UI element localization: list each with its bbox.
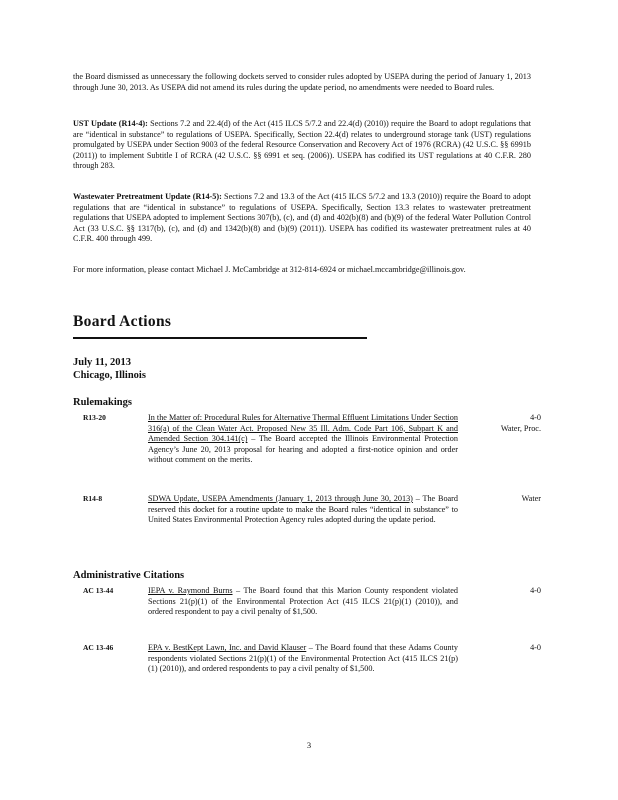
- case-title-link[interactable]: In the Matter of: Procedural Rules for Alternative Thermal Effluent Limitations Under Section 316(a) of the Clean Water Act. Proposed New 35 Ill. Adm. Code Part 106, Subpart K and Amended Section 304.141(c): [148, 413, 458, 444]
- contact-paragraph: For more information, please contact Michael J. McCambridge at 312-814-6924 or michael.mccambridge@illinois.gov.: [73, 265, 466, 274]
- vote-count: 4-0: [530, 643, 541, 652]
- item-text: – The Board found that this Marion County respondent violated Sections 21(p)(1) of the Environmental Protection Act (415 ILCS 21(p)(1) (2010)), and ordered respondent to pay a civil penalty of $1,500.: [148, 586, 459, 617]
- docket-number: AC 13-46: [83, 643, 114, 652]
- docket-number: R13-20: [83, 413, 106, 422]
- vote-column: [481, 494, 541, 505]
- item-description: [148, 586, 458, 618]
- wastewater-update-paragraph: [73, 192, 531, 245]
- meeting-date-block: [73, 356, 146, 382]
- meeting-location: Chicago, Illinois: [73, 370, 146, 381]
- docket-number: AC 13-44: [83, 586, 114, 595]
- vote-note: Water, Proc.: [500, 423, 541, 433]
- wastewater-update-label: Wastewater Pretreatment Update (R14-5):: [73, 192, 222, 201]
- vote-column: [481, 586, 541, 597]
- item-text: – The Board reserved this docket for a routine update to make the Board rules “identical in substance” to United States Environmental Protection Agency rules adopted during the update period.: [148, 494, 458, 525]
- ust-update-text: Sections 7.2 and 22.4(d) of the Act (415 ILCS 5/7.2 and 22.4(d) (2010)) require the Board to adopt regulations that are “identical in substance” to regulations of USEPA. Specifically, Section 22.4(d) relates to underground storage tank (UST) regulations promulgated by USEPA under Section 9003 of the federal Resource Conservation and Recovery Act of 1976 (RCRA) (42 U.S.C. §§ 6991b (2011)) to implement Subtitle I of RCRA (42 U.S.C. §§ 6991 et seq. (2006)). USEPA has codified its UST regulations at 40 C.F.R. 280 through 283.: [73, 119, 532, 171]
- item-description: [148, 494, 458, 526]
- case-title-link[interactable]: IEPA v. Raymond Burns: [148, 586, 233, 595]
- item-description: [148, 413, 458, 466]
- item-description: [148, 643, 458, 675]
- vote-count: 4-0: [530, 586, 541, 595]
- meeting-date: July 11, 2013: [73, 357, 132, 368]
- vote-note: Water: [521, 494, 541, 503]
- wastewater-update-text: Sections 7.2 and 13.3 of the Act (415 ILCS 5/7.2 and 13.3 (2010)) require the Board to adopt regulations that are “identical in substance” to regulations of USEPA. Specifically, Section 13.3 relates to wastewater pretreatment regulations that USEPA adopted to implement Sections 307(b), (c), and (d) and 402(b)(8) and (b)(9) of the federal Water Pollution Control Act (33 U.S.C. §§ 1317(b), (c), and (d) and 1342(b)(8) and (b)(9) (2011)). USEPA has codified its wastewater pretreatment rules at 40 C.F.R. 400 through 499.: [73, 192, 532, 244]
- vote-column: [481, 413, 541, 434]
- administrative-citations-heading: Administrative Citations: [73, 570, 185, 581]
- rulemakings-heading: Rulemakings: [73, 397, 132, 408]
- board-actions-heading: Board Actions: [73, 313, 172, 330]
- item-text: – The Board found that these Adams County respondents violated Sections 21(p)(1) of the Environmental Protection Act (415 ILCS 21(p)(1) (2010)), and ordered respondents to pay a civil penalty of $1,500.: [148, 643, 458, 674]
- ust-update-label: UST Update (R14-4):: [73, 119, 148, 128]
- ust-update-paragraph: [73, 119, 531, 172]
- vote-count: 4-0: [530, 413, 541, 422]
- item-text: – The Board accepted the Illinois Environmental Protection Agency’s June 20, 2013 proposal for hearing and adopted a first-notice opinion and order without comment on the merits.: [148, 434, 458, 465]
- page-number: 3: [306, 740, 312, 750]
- vote-column: [481, 643, 541, 654]
- heading-rule: [73, 337, 367, 339]
- intro-paragraph: the Board dismissed as unnecessary the following dockets served to consider rules adopted by USEPA during the period of January 1, 2013 through June 30, 2013. As USEPA did not amend its rules during the update period, no amendments were needed to Board rules.: [73, 72, 531, 92]
- docket-number: R14-8: [83, 494, 103, 503]
- case-title-link[interactable]: EPA v. BestKept Lawn, Inc. and David Klauser: [148, 643, 307, 652]
- case-title-link[interactable]: SDWA Update, USEPA Amendments (January 1, 2013 through June 30, 2013): [148, 494, 413, 503]
